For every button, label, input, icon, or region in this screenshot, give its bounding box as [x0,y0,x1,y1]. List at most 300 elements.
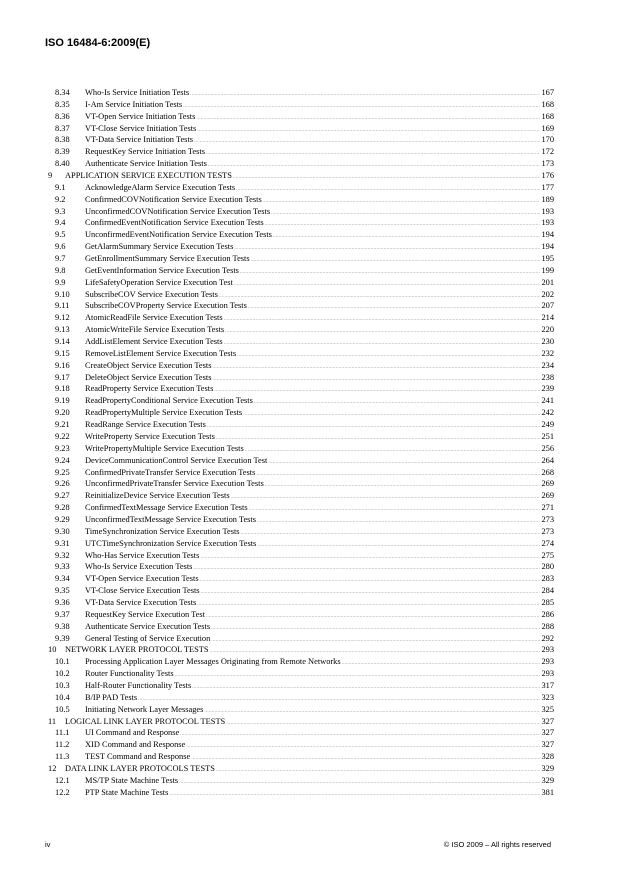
toc-section-title: VT-Data Service Initiation Tests [85,135,194,145]
toc-entry[interactable] [48,158,554,170]
toc-dot-leader [204,705,540,717]
toc-page-number: 275 [541,550,554,560]
toc-section-number: 9.28 [55,503,70,513]
toc-entry[interactable] [48,514,554,526]
toc-section-number: 12.1 [55,775,70,785]
toc-entry[interactable] [48,336,554,348]
toc-section-title: ReadPropertyMultiple Service Execution Tests [85,408,243,418]
toc-entry[interactable] [48,656,554,668]
toc-entry[interactable] [48,597,554,609]
toc-dot-leader [211,634,540,646]
toc-section-title: LOGICAL LINK LAYER PROTOCOL TESTS [65,716,226,726]
toc-section-number: 9.38 [55,621,70,631]
toc-entry[interactable] [48,633,554,645]
toc-page-number: 271 [541,503,554,513]
toc-page-number: 327 [541,716,554,726]
toc-page-number: 268 [541,467,554,477]
toc-section-title: DeviceCommunicationControl Service Execution Test [85,455,268,465]
toc-section-title: TimeSynchronization Service Execution Tests [85,526,240,536]
toc-section-title: I-Am Service Initiation Tests [85,99,183,109]
toc-page-number: 172 [541,147,554,157]
toc-section-number: 9.24 [55,455,70,465]
toc-section-number: 9.29 [55,514,70,524]
toc-page-number: 177 [541,182,554,192]
toc-page-number: 242 [541,408,554,418]
toc-dot-leader [234,278,541,290]
toc-section-title: DATA LINK LAYER PROTOCOLS TESTS [65,763,215,773]
toc-section-title: WritePropertyMultiple Service Execution Tests [85,443,244,453]
toc-section-number: 8.35 [55,99,70,109]
toc-dot-leader [201,586,541,598]
toc-section-title: ReadPropertyConditional Service Execution Tests [85,396,253,406]
toc-entry[interactable] [48,253,554,265]
toc-section-number: 8.34 [55,88,70,97]
toc-page-number: 293 [541,657,554,667]
toc-section-number: 9.10 [55,289,70,299]
toc-section-number: 9.26 [55,479,70,489]
toc-page-number: 292 [541,633,554,643]
toc-section-title: AcknowledgeAlarm Service Execution Tests [85,182,236,192]
toc-entry[interactable] [48,775,554,787]
toc-section-title: XID Command and Response [85,740,186,750]
toc-page-number: 234 [541,360,554,370]
toc-section-number: 9.35 [55,586,70,596]
toc-entry[interactable] [48,751,554,763]
toc-entry[interactable] [48,490,554,502]
toc-section-number: 9.12 [55,313,70,323]
toc-section-title: VT-Open Service Initiation Tests [85,111,196,121]
toc-entry[interactable] [48,383,554,395]
toc-entry[interactable] [48,194,554,206]
toc-dot-leader [234,242,540,254]
toc-section-title: Who-Has Service Execution Tests [85,550,200,560]
toc-page-number: 168 [541,111,554,121]
toc-entry[interactable] [48,680,554,692]
toc-dot-leader [180,728,540,740]
toc-dot-leader [208,159,541,171]
toc-page-number: 251 [541,431,554,441]
toc-section-title: LifeSafetyOperation Service Execution Test [85,277,233,287]
toc-dot-leader [183,100,540,112]
toc-dot-leader [249,503,541,515]
toc-page-number: 317 [541,680,554,690]
page-number: iv [45,840,51,849]
toc-section-number: 9.1 [55,182,66,192]
toc-page-number: 328 [541,752,554,762]
toc-section-title: VT-Open Service Execution Tests [85,574,199,584]
toc-page-number: 256 [541,443,554,453]
toc-dot-leader [179,776,540,788]
toc-entry[interactable] [48,324,554,336]
toc-dot-leader [241,527,541,539]
toc-section-title: APPLICATION SERVICE EXECUTION TESTS [65,171,232,181]
toc-section-number: 9.33 [55,562,70,572]
toc-section-title: Initiating Network Layer Messages [85,704,204,714]
document-header-title: ISO 16484-6:2009(E) [45,37,151,49]
toc-page-number: 273 [541,526,554,536]
toc-section-title: SubscribeCOV Service Execution Tests [85,289,218,299]
toc-page-number: 232 [541,348,554,358]
toc-dot-leader [265,479,541,491]
toc-dot-leader [216,764,540,776]
toc-section-title: UnconfirmedCOVNotification Service Execution Tests [85,206,271,216]
toc-entry[interactable] [48,585,554,597]
toc-dot-leader [256,468,540,480]
toc-page-number: 199 [541,265,554,275]
toc-entry[interactable] [48,668,554,680]
toc-entry[interactable] [48,538,554,550]
toc-dot-leader [212,361,540,373]
toc-section-title: AddListElement Service Execution Tests [85,337,223,347]
toc-page-number: 329 [541,763,554,773]
toc-dot-leader [225,325,540,337]
toc-page-number: 284 [541,586,554,596]
toc-entry[interactable] [48,787,554,799]
toc-dot-leader [200,574,541,586]
toc-page-number: 327 [541,728,554,738]
toc-entry[interactable] [48,609,554,621]
toc-page-number: 286 [541,609,554,619]
toc-section-number: 11 [48,716,57,726]
toc-page-number: 195 [541,254,554,264]
toc-dot-leader [216,432,541,444]
toc-section-title: Router Functionality Tests [85,669,174,679]
copyright-notice: © ISO 2009 – All rights reserved [443,840,551,849]
toc-section-number: 9.3 [55,206,66,216]
toc-section-number: 8.39 [55,147,70,157]
toc-page-number: 285 [541,597,554,607]
toc-dot-leader [169,788,540,800]
toc-section-number: 9.39 [55,633,70,643]
toc-entry[interactable] [48,289,554,301]
toc-page-number: 283 [541,574,554,584]
toc-section-number: 9.14 [55,337,70,347]
toc-section-number: 9.23 [55,443,70,453]
toc-dot-leader [200,551,540,563]
toc-entry[interactable] [48,455,554,467]
toc-section-number: 9.7 [55,254,66,264]
toc-section-number: 9.22 [55,431,70,441]
toc-dot-leader [206,610,540,622]
toc-dot-leader [224,313,541,325]
toc-entry[interactable] [48,526,554,538]
toc-section-number: 10.3 [55,680,70,690]
toc-page-number: 273 [541,514,554,524]
toc-entry[interactable] [48,182,554,194]
toc-entry[interactable] [48,134,554,146]
toc-section-title: Who-Is Service Execution Tests [85,562,193,572]
toc-section-title: GetAlarmSummary Service Execution Tests [85,242,234,252]
toc-page-number: 170 [541,135,554,145]
toc-dot-leader [265,218,541,230]
toc-section-title: UnconfirmedEventNotification Service Execution Tests [85,230,272,240]
toc-section-title: ConfirmedPrivateTransfer Service Execution Tests [85,467,256,477]
toc-entry[interactable] [48,419,554,431]
toc-page-number: 173 [541,159,554,169]
toc-page-number: 167 [541,88,554,97]
toc-section-title: UI Command and Response [85,728,180,738]
toc-dot-leader [254,396,541,408]
toc-page-number: 194 [541,242,554,252]
toc-section-title: Authenticate Service Initiation Tests [85,159,207,169]
toc-dot-leader [196,112,540,124]
toc-section-number: 12 [48,763,57,773]
toc-page-number: 220 [541,325,554,335]
toc-dot-leader [236,183,540,195]
toc-section-number: 11.3 [55,752,70,762]
toc-section-number: 11.2 [55,740,70,750]
toc-dot-leader [251,254,541,266]
toc-page-number: 194 [541,230,554,240]
toc-entry[interactable] [48,206,554,218]
toc-page-number: 323 [541,692,554,702]
toc-page-number: 249 [541,420,554,430]
toc-dot-leader [226,717,540,729]
toc-entry[interactable] [48,573,554,585]
toc-entry[interactable] [48,478,554,490]
toc-entry[interactable] [48,123,554,135]
toc-section-title: WriteProperty Service Execution Tests [85,431,215,441]
toc-entry[interactable] [48,217,554,229]
toc-section-title: Who-Is Service Initiation Tests [85,88,190,97]
toc-section-number: 9.21 [55,420,70,430]
toc-page-number: 193 [541,218,554,228]
toc-section-title: Processing Application Layer Messages Originating from Remote Networks [85,657,341,667]
toc-section-number: 8.37 [55,123,70,133]
toc-section-number: 9.5 [55,230,66,240]
toc-page-number: 288 [541,621,554,631]
toc-dot-leader [243,408,540,420]
toc-page-number: 274 [541,538,554,548]
toc-dot-leader [186,740,540,752]
toc-dot-leader [206,147,540,159]
toc-section-number: 9.9 [55,277,66,287]
toc-entry[interactable] [48,395,554,407]
toc-dot-leader [248,301,541,313]
toc-section-number: 10.2 [55,669,70,679]
toc-section-number: 9.25 [55,467,70,477]
toc-section-title: GetEnrollmentSummary Service Execution Tests [85,254,250,264]
toc-entry[interactable] [48,87,554,99]
toc-entry[interactable] [48,372,554,384]
toc-section-number: 9.11 [55,301,70,311]
toc-dot-leader [271,207,540,219]
toc-dot-leader [224,337,541,349]
toc-entry[interactable] [48,443,554,455]
toc-section-title: Half-Router Functionality Tests [85,680,192,690]
toc-entry[interactable] [48,265,554,277]
toc-dot-leader [175,669,541,681]
toc-dot-leader [191,752,540,764]
table-of-contents [48,87,554,799]
toc-page-number: 239 [541,384,554,394]
toc-section-number: 9.15 [55,348,70,358]
toc-dot-leader [257,515,540,527]
toc-section-title: General Testing of Service Execution [85,633,211,643]
toc-entry[interactable] [48,502,554,514]
toc-section-number: 9.2 [55,194,66,204]
toc-section-number: 10.1 [55,657,70,667]
toc-entry[interactable] [48,277,554,289]
toc-page-number: 381 [541,787,554,797]
toc-section-number: 10.5 [55,704,70,714]
toc-page-number: 202 [541,289,554,299]
toc-page-number: 280 [541,562,554,572]
toc-section-title: SubscribeCOVProperty Service Execution Tests [85,301,247,311]
toc-page-number: 327 [541,740,554,750]
toc-entry[interactable] [48,312,554,324]
toc-entry[interactable] [48,763,554,775]
toc-page-number: 189 [541,194,554,204]
toc-dot-leader [193,562,540,574]
toc-entry[interactable] [48,300,554,312]
toc-section-title: RemoveListElement Service Execution Tests [85,348,237,358]
toc-section-number: 9.27 [55,491,70,501]
toc-section-title: ConfirmedTextMessage Service Execution Tests [85,503,248,513]
toc-section-number: 9.18 [55,384,70,394]
toc-entry[interactable] [48,739,554,751]
toc-page-number: 293 [541,645,554,655]
toc-dot-leader [192,681,540,693]
toc-section-number: 10 [48,645,57,655]
toc-page-number: 329 [541,775,554,785]
toc-entry[interactable] [48,716,554,728]
toc-section-number: 11.1 [55,728,70,738]
toc-section-title: UnconfirmedPrivateTransfer Service Execution Tests [85,479,264,489]
toc-page-number: 201 [541,277,554,287]
toc-entry[interactable] [48,360,554,372]
toc-dot-leader [231,491,541,503]
toc-section-title: ConfirmedCOVNotification Service Execution Tests [85,194,262,204]
page-footer [45,840,551,849]
toc-dot-leader [212,373,540,385]
toc-page-number: 207 [541,301,554,311]
toc-section-number: 8.36 [55,111,70,121]
toc-entry[interactable] [48,348,554,360]
toc-entry[interactable] [48,229,554,241]
toc-section-number: 9.13 [55,325,70,335]
toc-section-title: ReadProperty Service Execution Tests [85,384,214,394]
toc-section-number: 12.2 [55,787,70,797]
toc-page-number: 269 [541,491,554,501]
toc-section-number: 10.4 [55,692,70,702]
toc-entry[interactable] [48,407,554,419]
toc-page-number: 169 [541,123,554,133]
toc-page-number: 325 [541,704,554,714]
toc-dot-leader [207,420,541,432]
toc-section-title: B/IP PAD Tests [85,692,138,702]
toc-section-title: ReadRange Service Execution Tests [85,420,206,430]
toc-entry[interactable] [48,431,554,443]
toc-entry[interactable] [48,170,554,182]
toc-dot-leader [190,88,540,100]
toc-page-number: 264 [541,455,554,465]
toc-dot-leader [197,598,540,610]
toc-section-title: MS/TP State Machine Tests [85,775,179,785]
toc-page-number: 176 [541,171,554,181]
toc-section-number: 9.37 [55,609,70,619]
toc-dot-leader [194,135,540,147]
toc-section-title: DeleteObject Service Execution Tests [85,372,212,382]
toc-section-number: 9.36 [55,597,70,607]
toc-section-number: 9.17 [55,372,70,382]
toc-dot-leader [197,124,540,136]
toc-entry[interactable] [48,467,554,479]
toc-section-title: UnconfirmedTextMessage Service Execution Tests [85,514,257,524]
toc-page-number: 193 [541,206,554,216]
toc-dot-leader [342,657,541,669]
toc-dot-leader [273,230,540,242]
toc-section-title: Authenticate Service Execution Tests [85,621,211,631]
toc-page-number: 293 [541,669,554,679]
toc-entry[interactable] [48,692,554,704]
toc-section-number: 9.31 [55,538,70,548]
toc-entry[interactable] [48,644,554,656]
toc-section-number: 9.34 [55,574,70,584]
toc-page-number: 269 [541,479,554,489]
toc-entry[interactable] [48,111,554,123]
toc-entry[interactable] [48,99,554,111]
toc-section-title: VT-Close Service Execution Tests [85,586,200,596]
toc-section-number: 9.20 [55,408,70,418]
toc-entry[interactable] [48,146,554,158]
toc-page-number: 230 [541,337,554,347]
toc-section-title: AtomicWriteFile Service Execution Tests [85,325,225,335]
toc-entry[interactable] [48,727,554,739]
toc-section-title: PTP State Machine Tests [85,787,169,797]
toc-dot-leader [219,290,541,302]
toc-dot-leader [237,349,540,361]
toc-section-title: NETWORK LAYER PROTOCOL TESTS [65,645,209,655]
toc-section-title: ReinitializeDevice Service Execution Tests [85,491,230,501]
toc-section-number: 9 [48,171,53,181]
toc-section-number: 9.19 [55,396,70,406]
toc-section-title: GetEventInformation Service Execution Tests [85,265,239,275]
toc-section-number: 9.8 [55,265,66,275]
toc-section-title: UTCTimeSynchronization Service Execution Tests [85,538,257,548]
toc-section-title: AtomicReadFile Service Execution Tests [85,313,223,323]
toc-entry[interactable] [48,704,554,716]
toc-section-title: VT-Close Service Initiation Tests [85,123,197,133]
toc-entry[interactable] [48,561,554,573]
toc-dot-leader [211,622,540,634]
toc-section-title: RequestKey Service Execution Test [85,609,205,619]
toc-page-number: 241 [541,396,554,406]
toc-section-number: 9.32 [55,550,70,560]
toc-page-number: 238 [541,372,554,382]
toc-section-number: 8.38 [55,135,70,145]
toc-section-number: 9.16 [55,360,70,370]
toc-dot-leader [214,384,540,396]
toc-page-number: 168 [541,99,554,109]
toc-page-number: 214 [541,313,554,323]
toc-section-number: 9.4 [55,218,66,228]
toc-entry[interactable] [48,621,554,633]
toc-section-title: RequestKey Service Initiation Tests [85,147,205,157]
toc-section-number: 9.6 [55,242,66,252]
toc-dot-leader [268,456,540,468]
toc-dot-leader [233,171,541,183]
toc-dot-leader [257,539,540,551]
toc-section-title: TEST Command and Response [85,752,191,762]
toc-dot-leader [245,444,541,456]
toc-section-title: CreateObject Service Execution Tests [85,360,212,370]
toc-dot-leader [263,195,541,207]
toc-entry[interactable] [48,241,554,253]
toc-entry[interactable] [48,550,554,562]
toc-dot-leader [240,266,541,278]
toc-section-title: ConfirmedEventNotification Service Execution Tests [85,218,264,228]
